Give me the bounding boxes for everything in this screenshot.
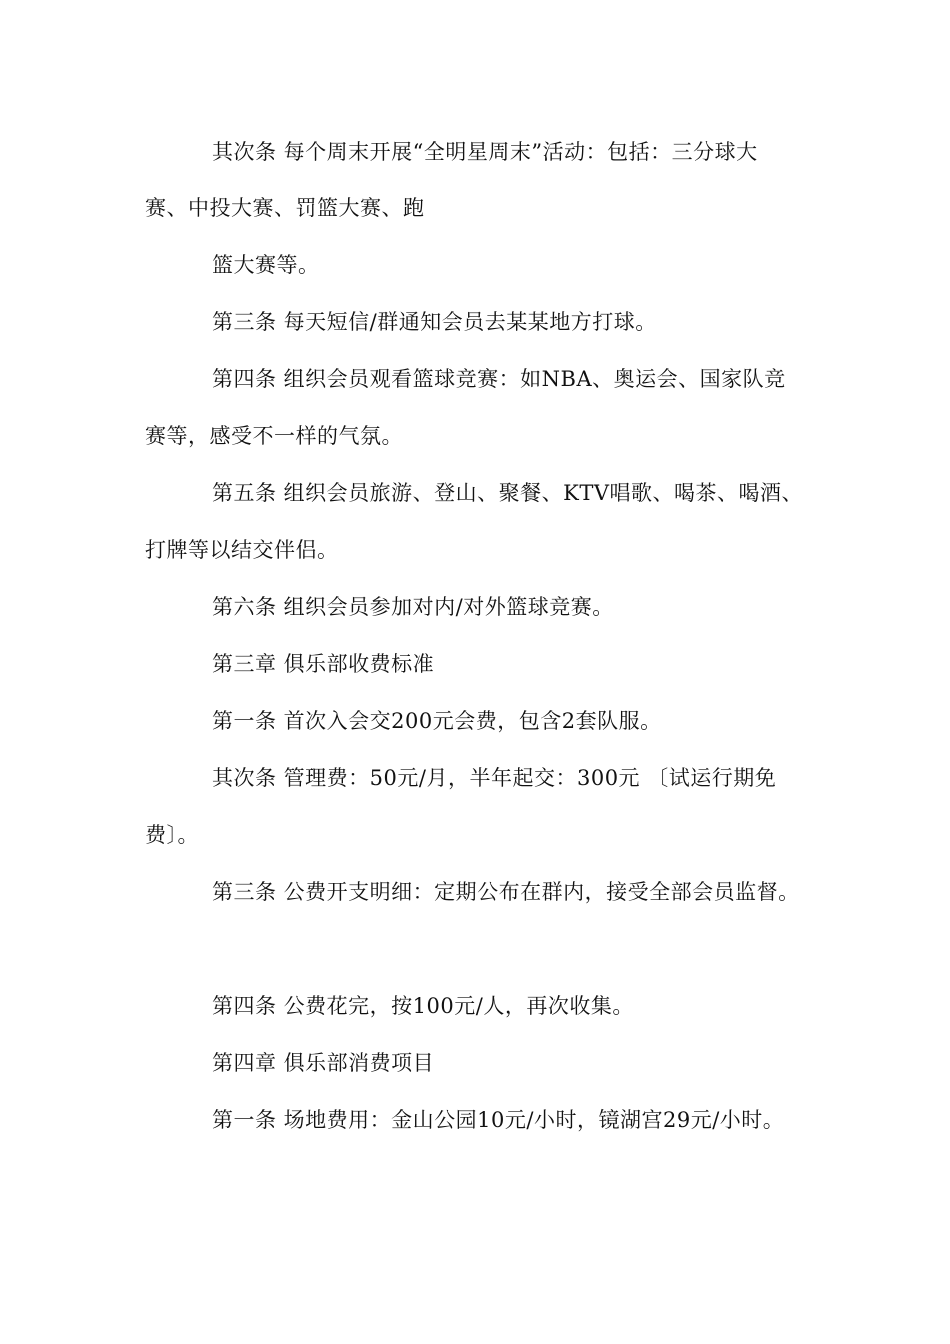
paragraph-line: 第六条 组织会员参加对内/对外篮球竞赛。 xyxy=(212,595,614,619)
paragraph-line: 赛等，感受不一样的气氛。 xyxy=(145,424,403,448)
paragraph-line: 赛、中投大赛、罚篮大赛、跑 xyxy=(145,196,425,220)
paragraph-line: 其次条 每个周末开展“全明星周末”活动：包括：三分球大 xyxy=(212,140,758,164)
paragraph-line: 其次条 管理费：50元/月，半年起交：300元 〔试运行期免 xyxy=(212,766,777,790)
paragraph-line: 费〕。 xyxy=(145,823,199,847)
paragraph-line: 第四条 公费花完，按100元/人，再次收集。 xyxy=(212,994,634,1018)
paragraph-line: 打牌等以结交伴侣。 xyxy=(145,538,339,562)
paragraph-line: 第一条 场地费用：金山公园10元/小时，镜湖宫29元/小时。 xyxy=(212,1108,785,1132)
paragraph-line: 篮大赛等。 xyxy=(212,253,320,277)
paragraph-line: 第五条 组织会员旅游、登山、聚餐、KTV唱歌、喝茶、喝酒、 xyxy=(212,481,804,505)
chapter-heading: 第三章 俱乐部收费标准 xyxy=(212,652,435,676)
chapter-heading: 第四章 俱乐部消费项目 xyxy=(212,1051,435,1075)
paragraph-line: 第四条 组织会员观看篮球竞赛：如NBA、奥运会、国家队竞 xyxy=(212,367,786,391)
paragraph-line: 第三条 公费开支明细：定期公布在群内，接受全部会员监督。 xyxy=(212,880,800,904)
paragraph-line: 第一条 首次入会交200元会费，包含2套队服。 xyxy=(212,709,662,733)
paragraph-line: 第三条 每天短信/群通知会员去某某地方打球。 xyxy=(212,310,657,334)
